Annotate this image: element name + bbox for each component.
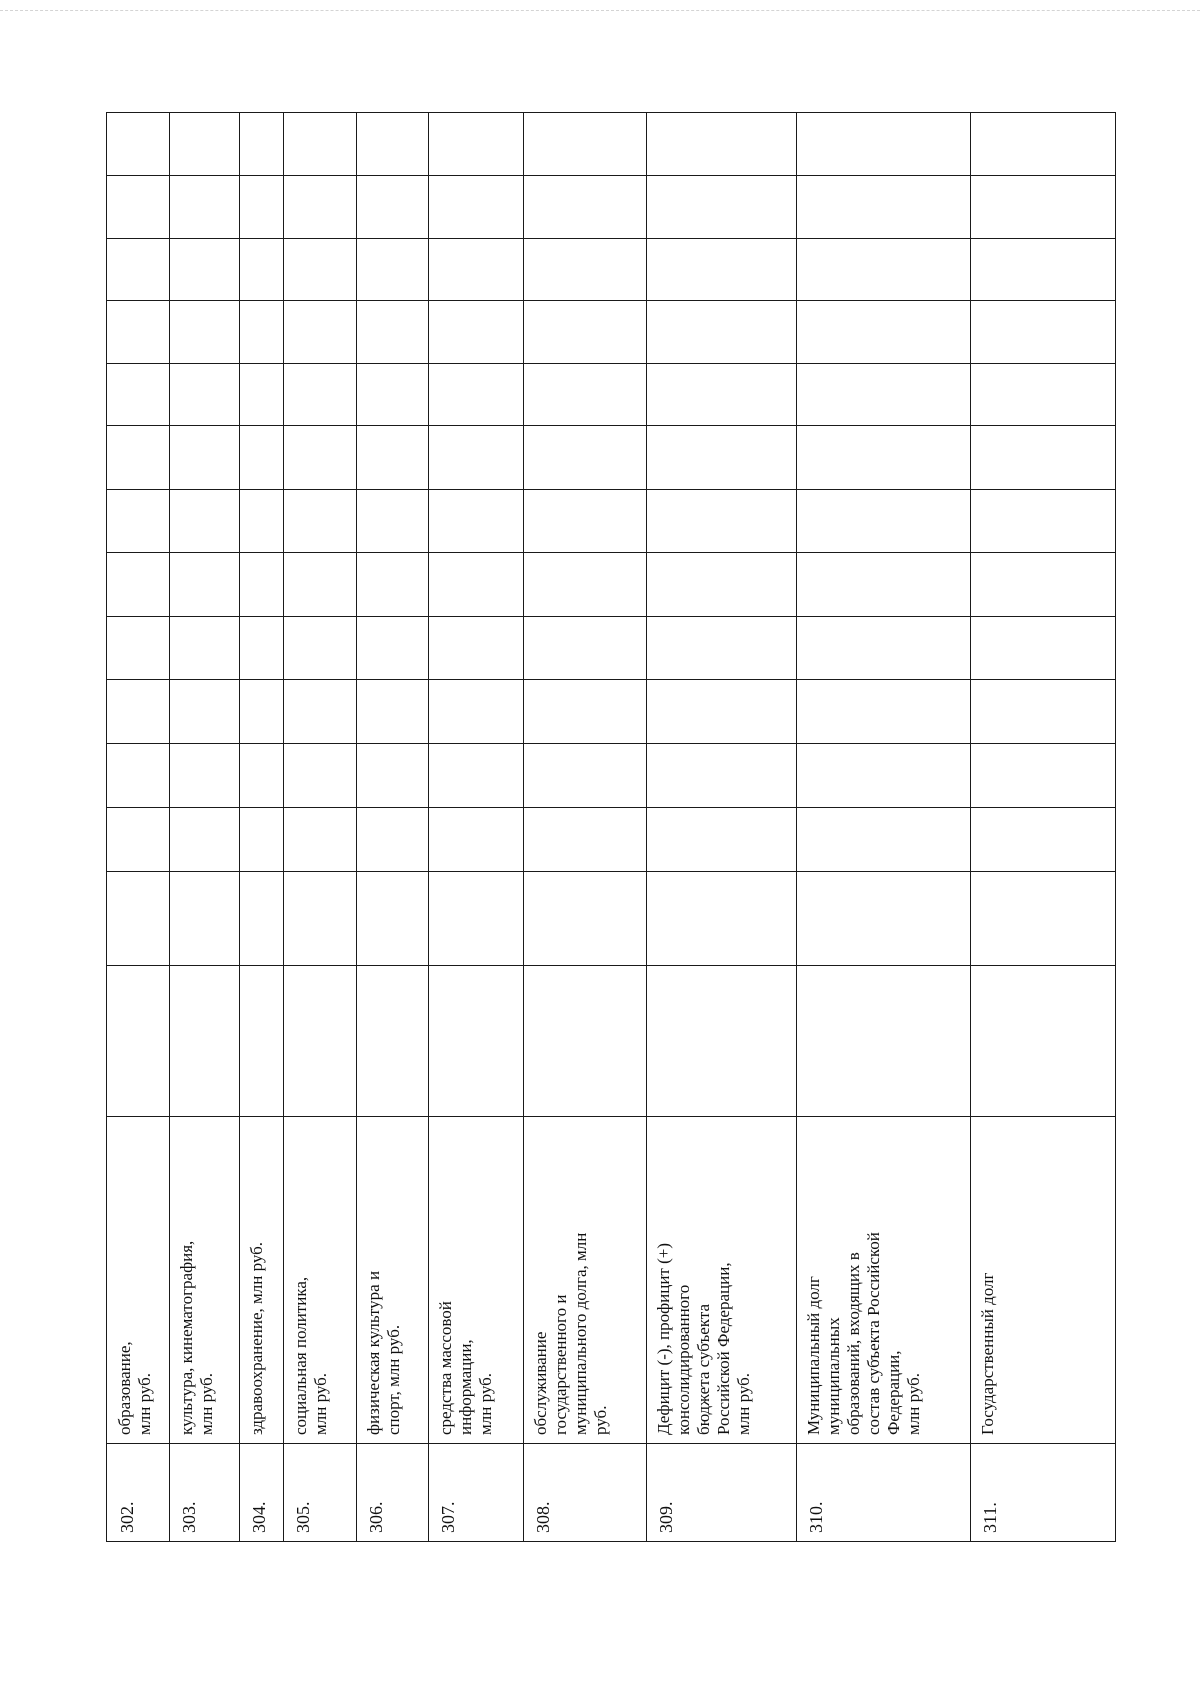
value-cell (356, 489, 428, 552)
value-cell (428, 552, 523, 616)
value-cell (796, 743, 970, 807)
value-cell (356, 363, 428, 425)
value-cell (107, 807, 169, 871)
row-label-cell (796, 1116, 970, 1443)
value-cell (970, 743, 1017, 807)
value-cell (356, 679, 428, 743)
value-cell (239, 238, 283, 300)
value-cell (796, 871, 970, 965)
value-cell (107, 743, 169, 807)
value-cell (428, 363, 523, 425)
value-cell (428, 175, 523, 238)
value-cell (356, 113, 428, 175)
value-cell (646, 489, 796, 552)
row-label-cell (428, 1116, 523, 1443)
value-cell (970, 113, 1017, 175)
row-label-cell (356, 1116, 428, 1443)
row-number-cell (169, 1443, 239, 1543)
value-cell (169, 425, 239, 489)
value-cell (970, 679, 1017, 743)
value-cell (523, 616, 646, 679)
value-cell (239, 679, 283, 743)
row-number: 302. (117, 1501, 137, 1533)
row-number-cell (107, 1443, 169, 1543)
row-label: средства массовой информации, млн руб. (436, 1301, 495, 1435)
value-cell (646, 425, 796, 489)
value-cell (646, 743, 796, 807)
value-cell (169, 113, 239, 175)
row-number-cell (428, 1443, 523, 1543)
value-cell (646, 616, 796, 679)
row-label: обслуживание государственного и муниципального долга, млн руб. (531, 1232, 610, 1435)
value-cell (283, 616, 356, 679)
value-cell (796, 425, 970, 489)
value-cell (107, 425, 169, 489)
value-cell (428, 425, 523, 489)
value-cell (970, 489, 1017, 552)
value-cell (356, 871, 428, 965)
value-cell (523, 363, 646, 425)
value-cell (796, 300, 970, 363)
value-cell (239, 552, 283, 616)
row-number: 303. (179, 1501, 199, 1533)
value-cell (356, 616, 428, 679)
value-cell (169, 679, 239, 743)
row-number: 310. (806, 1501, 826, 1533)
value-cell (523, 679, 646, 743)
row-number: 307. (438, 1501, 458, 1533)
value-cell (970, 552, 1017, 616)
value-cell (428, 113, 523, 175)
value-cell (646, 679, 796, 743)
value-cell (428, 238, 523, 300)
row-label: Муниципальный долг муниципальных образований, входящих в состав субъекта Российской Федерации, млн руб. (804, 1232, 923, 1435)
value-cell (970, 616, 1017, 679)
value-cell (283, 489, 356, 552)
value-cell (523, 175, 646, 238)
value-cell (428, 807, 523, 871)
value-cell (428, 743, 523, 807)
value-cell (356, 238, 428, 300)
value-cell (239, 616, 283, 679)
row-number-cell (970, 1443, 1017, 1543)
value-cell (169, 743, 239, 807)
value-cell (646, 238, 796, 300)
value-cell (970, 175, 1017, 238)
row-number: 308. (533, 1501, 553, 1533)
row-label-cell (283, 1116, 356, 1443)
row-number-cell (796, 1443, 970, 1543)
value-cell (107, 679, 169, 743)
value-cell (107, 175, 169, 238)
row-label: Государственный долг (978, 1272, 997, 1435)
value-cell (796, 363, 970, 425)
row-number-cell (356, 1443, 428, 1543)
row-number-cell (523, 1443, 646, 1543)
value-cell (107, 489, 169, 552)
value-cell (283, 743, 356, 807)
value-cell (646, 807, 796, 871)
value-cell (107, 363, 169, 425)
value-cell (523, 743, 646, 807)
value-cell (239, 425, 283, 489)
value-cell (283, 425, 356, 489)
row-number-cell (239, 1443, 283, 1543)
value-cell (428, 679, 523, 743)
value-cell (796, 238, 970, 300)
scan-edge (0, 10, 1200, 11)
value-cell (523, 871, 646, 965)
value-cell (107, 300, 169, 363)
value-cell (970, 425, 1017, 489)
value-cell (356, 743, 428, 807)
value-cell (283, 363, 356, 425)
value-cell (169, 238, 239, 300)
value-cell (796, 807, 970, 871)
row-number: 311. (980, 1502, 1000, 1533)
value-cell (283, 807, 356, 871)
column-divider (107, 965, 1115, 966)
value-cell (169, 807, 239, 871)
value-cell (283, 113, 356, 175)
value-cell (970, 363, 1017, 425)
value-cell (107, 238, 169, 300)
value-cell (356, 807, 428, 871)
row-label: социальная политика, млн руб. (291, 1276, 330, 1435)
value-cell (283, 679, 356, 743)
value-cell (169, 175, 239, 238)
value-cell (796, 175, 970, 238)
value-cell (356, 552, 428, 616)
row-number-cell (646, 1443, 796, 1543)
value-cell (523, 489, 646, 552)
value-cell (646, 300, 796, 363)
value-cell (169, 616, 239, 679)
value-cell (970, 807, 1017, 871)
value-cell (646, 363, 796, 425)
row-label: здравоохранение, млн руб. (247, 1241, 266, 1435)
value-cell (239, 743, 283, 807)
value-cell (970, 871, 1017, 965)
value-cell (646, 113, 796, 175)
value-cell (169, 300, 239, 363)
value-cell (239, 807, 283, 871)
row-label: Дефицит (-), профицит (+) консолидированного бюджета субъекта Российской Федерации, млн руб. (654, 1242, 753, 1435)
value-cell (428, 300, 523, 363)
row-label: образование, млн руб. (115, 1341, 154, 1435)
value-cell (523, 807, 646, 871)
row-label-cell (107, 1116, 169, 1443)
value-cell (356, 175, 428, 238)
value-cell (169, 489, 239, 552)
value-cell (523, 113, 646, 175)
value-cell (646, 175, 796, 238)
value-cell (239, 363, 283, 425)
row-label-cell (970, 1116, 1017, 1443)
value-cell (646, 552, 796, 616)
value-cell (796, 489, 970, 552)
row-label-cell (239, 1116, 283, 1443)
value-cell (523, 425, 646, 489)
value-cell (523, 552, 646, 616)
value-cell (107, 552, 169, 616)
value-cell (796, 113, 970, 175)
value-cell (169, 871, 239, 965)
value-cell (283, 871, 356, 965)
value-cell (428, 489, 523, 552)
value-cell (970, 300, 1017, 363)
value-cell (428, 871, 523, 965)
value-cell (107, 871, 169, 965)
row-label: физическая культура и спорт, млн руб. (364, 1270, 403, 1435)
value-cell (283, 175, 356, 238)
value-cell (239, 175, 283, 238)
value-cell (356, 300, 428, 363)
value-cell (239, 871, 283, 965)
value-cell (239, 113, 283, 175)
value-cell (970, 238, 1017, 300)
row-number: 309. (656, 1501, 676, 1533)
value-cell (169, 363, 239, 425)
row-label-cell (169, 1116, 239, 1443)
row-number-cell (283, 1443, 356, 1543)
value-cell (428, 616, 523, 679)
value-cell (523, 300, 646, 363)
value-cell (107, 113, 169, 175)
rotated-data-table (106, 112, 1116, 1542)
value-cell (107, 616, 169, 679)
value-cell (356, 425, 428, 489)
row-label-cell (523, 1116, 646, 1443)
row-number: 306. (366, 1501, 386, 1533)
value-cell (796, 552, 970, 616)
row-number: 305. (293, 1501, 313, 1533)
value-cell (796, 679, 970, 743)
row-number: 304. (249, 1501, 269, 1533)
value-cell (523, 238, 646, 300)
value-cell (646, 871, 796, 965)
value-cell (796, 616, 970, 679)
value-cell (283, 300, 356, 363)
value-cell (283, 552, 356, 616)
row-label-cell (646, 1116, 796, 1443)
value-cell (239, 489, 283, 552)
value-cell (169, 552, 239, 616)
value-cell (239, 300, 283, 363)
value-cell (283, 238, 356, 300)
row-label: культура, кинематография, млн руб. (177, 1240, 216, 1435)
